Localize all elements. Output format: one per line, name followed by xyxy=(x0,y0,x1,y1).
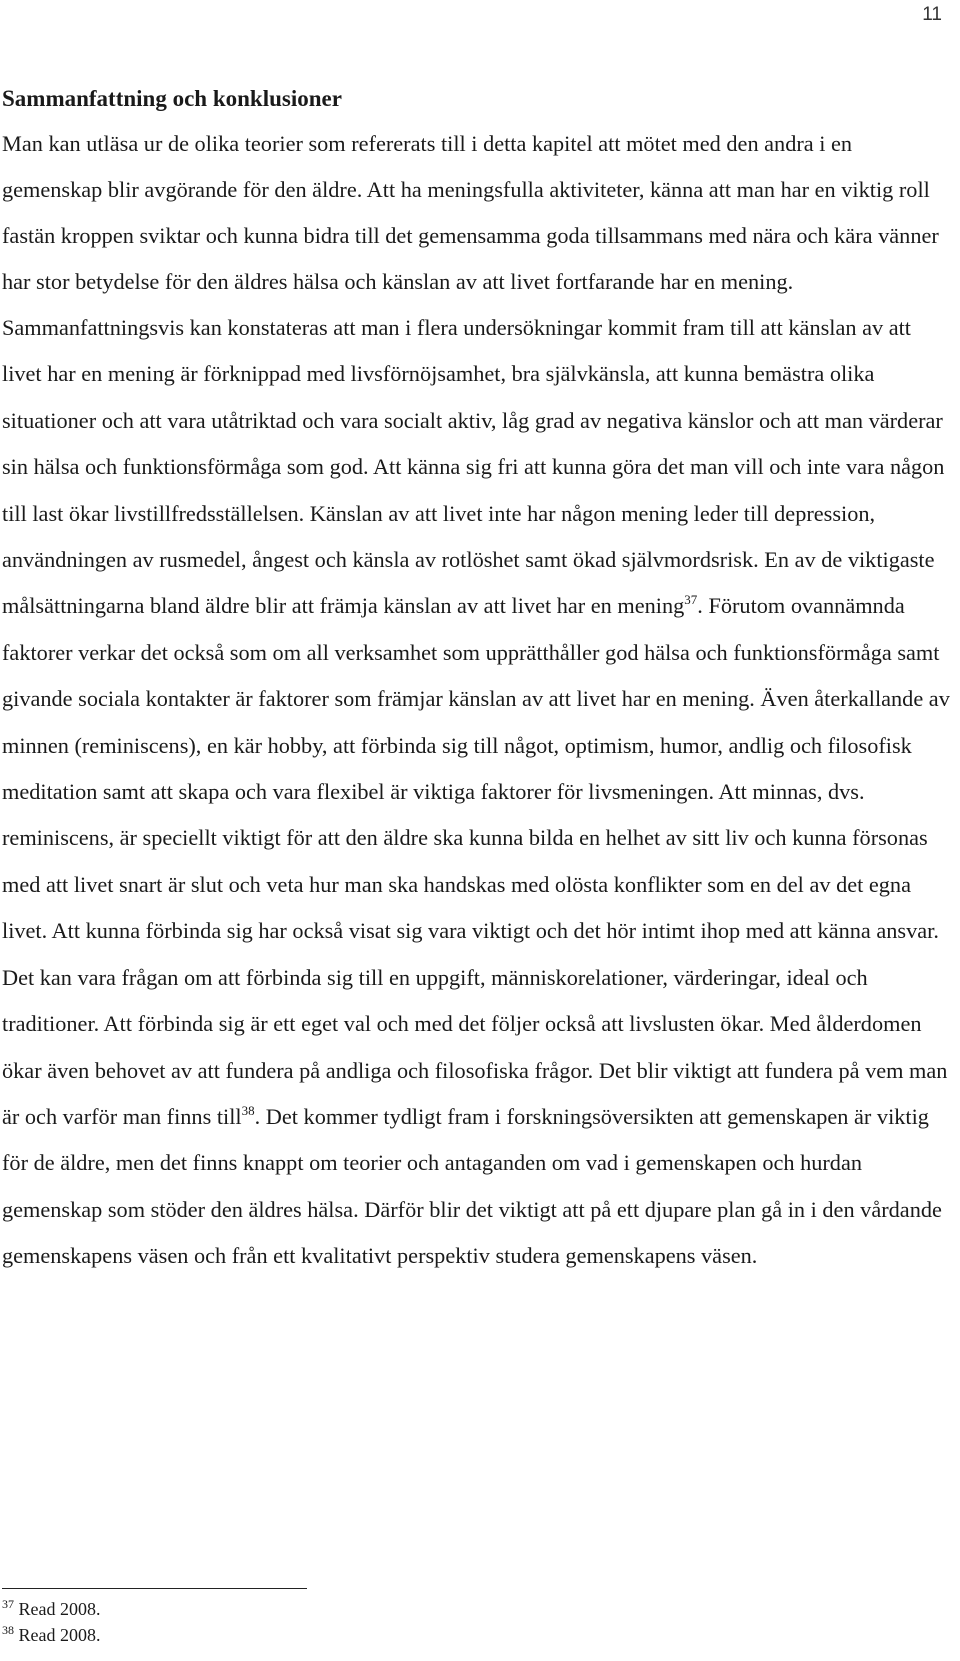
footnotes xyxy=(2,1596,100,1648)
paragraph-2 xyxy=(2,305,956,1280)
paragraph-2-text-3: . Det kommer tydligt fram i forskningsöversikten att gemenskapen är viktig för de äldre, men det finns knappt om teorier och antaganden om vad i gemenskapen och hurdan gemenskap som stöder den äldres hälsa. Därför blir det viktigt att på ett djupare plan gå in i den vårdande gemenskapens väsen och från ett kvalitativt perspektiv studera gemenskapens väsen. xyxy=(2,1103,942,1269)
paragraph-1: Man kan utläsa ur de olika teorier som refererats till i detta kapitel att mötet med den andra i en gemenskap blir avgörande för den äldre. Att ha meningsfulla aktiviteter, känna att man har en viktig roll fastän kroppen sviktar och kunna bidra till det gemensamma goda tillsammans med nära och kära vänner har stor betydelse för den äldres hälsa och känslan av att livet fortfarande har en mening. xyxy=(2,131,939,294)
paragraph-2-text-2: . Förutom ovannämnda faktorer verkar det också som om all verksamhet som upprätthåller god hälsa och funktionsförmåga samt givande sociala kontakter är faktorer som främjar känslan av att livet har en mening. Även återkallande av minnen (reminiscens), en kär hobby, att förbinda sig till något, optimism, humor, andlig och filosofisk meditation samt att skapa och vara flexibel är viktiga faktorer för livsmeningen. Att minnas, dvs. reminiscens, är speciellt viktigt för att den äldre ska kunna bilda en helhet av sitt liv och kunna försonas med att livet snart är slut och veta hur man ska handskas med olösta konflikter som en del av det egna livet. Att kunna förbinda sig har också visat sig vara viktigt och det hör intimt ihop med att känna ansvar. Det kan vara frågan om att förbinda sig till en uppgift, människorelationer, värderingar, ideal och traditioner. Att förbinda sig är ett eget val och med det följer också att livslusten ökar. Med ålderdomen ökar även behovet av att fundera på andliga och filosofiska frågor. Det blir viktigt att fundera på vem man är och varför man finns till xyxy=(2,593,950,1129)
paragraph-2-text-1: Sammanfattningsvis kan konstateras att man i flera undersökningar kommit fram till att känslan av att livet har en mening är förknippad med livsförnöjsamhet, bra självkänsla, att kunna bemästra olika situationer och att vara utåtriktad och vara socialt aktiv, låg grad av negativa känslor och att man värderar sin hälsa och funktionsförmåga som god. Att känna sig fri att kunna göra det man vill och inte vara någon till last ökar livstillfredsställelsen. Känslan av att livet inte har någon mening leder till depression, användningen av rusmedel, ångest och känsla av rotlöshet samt ökad självmordsrisk. En av de viktigaste målsättningarna bland äldre blir att främja känslan av att livet har en mening xyxy=(2,315,945,619)
section-heading: Sammanfattning och konklusioner xyxy=(2,86,342,111)
footnote-ref-38: 38 xyxy=(241,1102,255,1118)
page-content xyxy=(2,80,956,1280)
page-number: 11 xyxy=(922,4,942,25)
footnote-separator xyxy=(2,1588,307,1589)
footnote-text: Read 2008. xyxy=(14,1625,101,1645)
footnote-text: Read 2008. xyxy=(14,1599,101,1619)
footnote-37 xyxy=(2,1596,100,1622)
footnote-38 xyxy=(2,1622,100,1648)
footnote-number: 38 xyxy=(2,1623,14,1637)
footnote-number: 37 xyxy=(2,1597,14,1611)
footnote-ref-37: 37 xyxy=(684,592,698,608)
